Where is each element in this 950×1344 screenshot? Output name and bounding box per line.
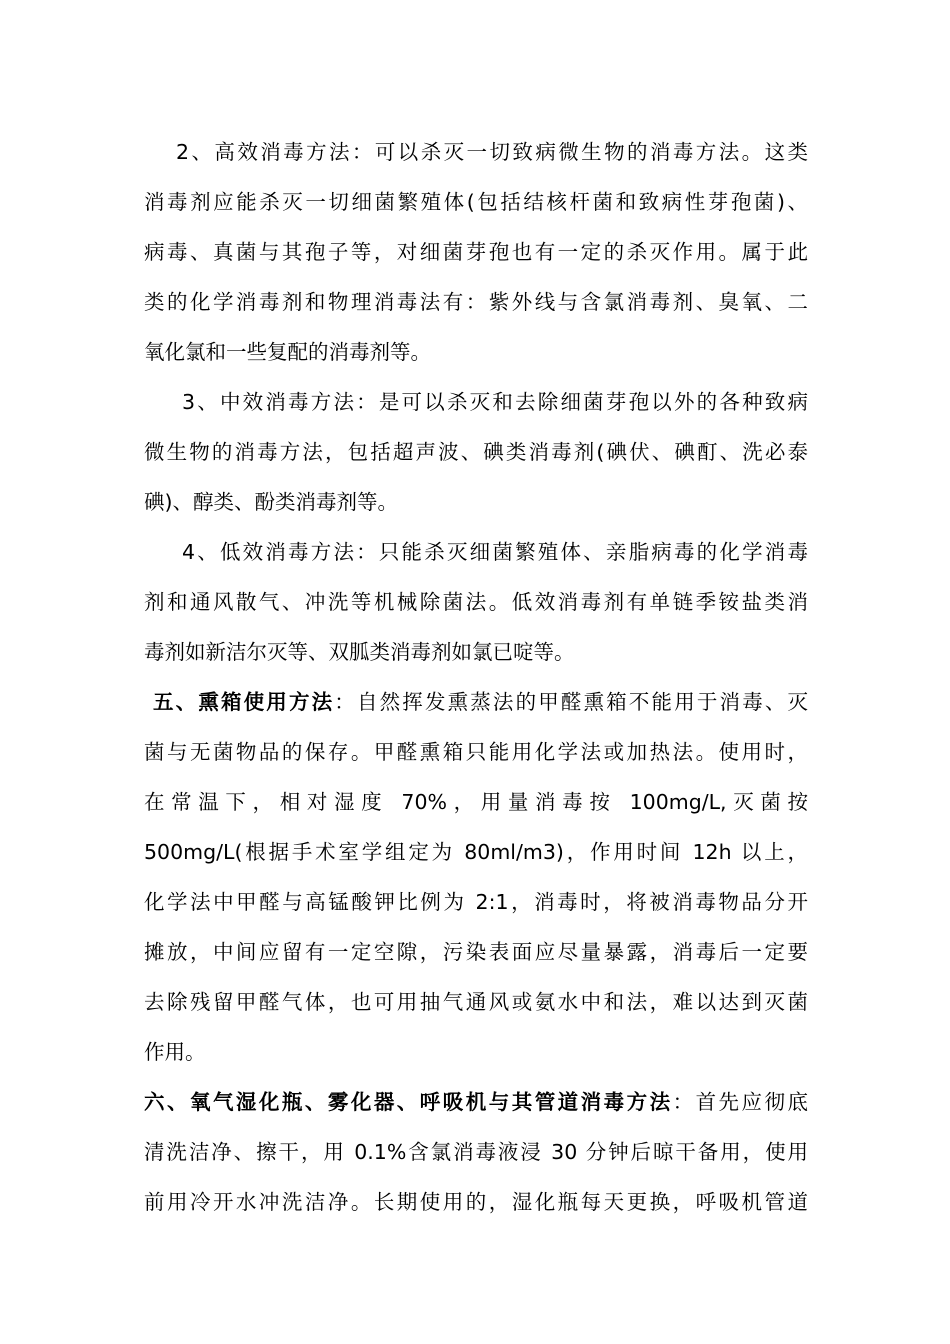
section-five-line-3: 在常温下，相对湿度 70%，用量消毒按 100mg/L,灭菌按 (144, 790, 808, 814)
paragraph-medium-efficiency-line-3: 碘)、醇类、酚类消毒剂等。 (144, 490, 398, 514)
section-five-heading: 五、熏箱使用方法 (153, 690, 335, 714)
paragraph-medium-efficiency-line-1: 3、中效消毒方法：是可以杀灭和去除细菌芽孢以外的各种致病 (182, 390, 808, 414)
section-five-line-4: 500mg/L(根据手术室学组定为 80ml/m3)，作用时间 12h 以上， (144, 840, 808, 864)
paragraph-low-efficiency-line-1: 4、低效消毒方法：只能杀灭细菌繁殖体、亲脂病毒的化学消毒 (182, 540, 808, 564)
section-five-line-8: 作用。 (144, 1040, 206, 1064)
paragraph-high-efficiency-line-1: 2、高效消毒方法：可以杀灭一切致病微生物的消毒方法。这类 (176, 140, 808, 164)
section-six-heading: 六、氧气湿化瓶、雾化器、呼吸机与其管道消毒方法 (144, 1090, 673, 1114)
section-six-first-text: ：首先应彻底 (672, 1090, 809, 1114)
section-six-line-3: 前用冷开水冲洗洁净。长期使用的，湿化瓶每天更换，呼吸机管道 (144, 1190, 808, 1214)
section-five-line-2: 菌与无菌物品的保存。甲醛熏箱只能用化学法或加热法。使用时， (144, 740, 808, 764)
paragraph-high-efficiency-line-4: 类的化学消毒剂和物理消毒法有：紫外线与含氯消毒剂、臭氧、二 (144, 290, 808, 314)
paragraph-high-efficiency-line-5: 氧化氯和一些复配的消毒剂等。 (144, 340, 431, 364)
paragraph-high-efficiency-line-2: 消毒剂应能杀灭一切细菌繁殖体(包括结核杆菌和致病性芽孢菌)、 (144, 190, 808, 214)
section-five-line-7: 去除残留甲醛气体，也可用抽气通风或氨水中和法，难以达到灭菌 (144, 990, 808, 1014)
section-five-first-text: ：自然挥发熏蒸法的甲醛熏箱不能用于消毒、灭 (334, 690, 809, 714)
paragraph-low-efficiency-line-3: 毒剂如新洁尔灭等、双胍类消毒剂如氯已啶等。 (144, 640, 575, 664)
document-page (144, 127, 808, 1227)
paragraph-medium-efficiency-line-2: 微生物的消毒方法，包括超声波、碘类消毒剂(碘伏、碘酊、洗必泰 (144, 440, 808, 464)
section-six-first-line (144, 1077, 808, 1127)
paragraph-high-efficiency-line-3: 病毒、真菌与其孢子等，对细菌芽孢也有一定的杀灭作用。属于此 (144, 240, 808, 264)
section-five-line-5: 化学法中甲醛与高锰酸钾比例为 2:1，消毒时，将被消毒物品分开 (144, 890, 808, 914)
section-five-first-line (144, 677, 808, 727)
paragraph-low-efficiency-line-2: 剂和通风散气、冲洗等机械除菌法。低效消毒剂有单链季铵盐类消 (144, 590, 808, 614)
section-six-line-2: 清洗洁净、擦干，用 0.1%含氯消毒液浸 30 分钟后晾干备用，使用 (144, 1140, 808, 1164)
section-five-line-6: 摊放，中间应留有一定空隙，污染表面应尽量暴露，消毒后一定要 (144, 940, 808, 964)
